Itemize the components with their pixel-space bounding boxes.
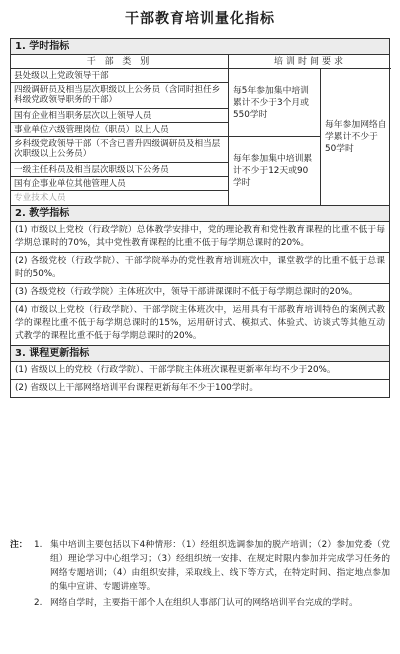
time-requirement-yearly: 每年参加集中培训累计不少于12天或90学时 <box>229 137 321 205</box>
category-cell: 国有企事业单位其他管理人员 <box>11 177 229 191</box>
section-course-update <box>11 346 389 397</box>
note-text: 集中培训主要包括以下4种情形：（1）经组织选调参加的脱产培训；（2）参加党委（党组）理论学习中心组学习；（3）经组织统一安排、在规定时限内参加并完成学习任务的网络专题培训；（4）由组织安排，采取线上、线下等方式，在特定时间、指定地点参加的集中宣讲、专题讲座等。 <box>50 540 390 592</box>
indicator-table <box>10 38 390 398</box>
section-title: 3. 课程更新指标 <box>11 346 389 362</box>
time-requirement-5year: 每5年参加集中培训累计不少于3个月或550学时 <box>229 69 321 137</box>
category-cell: 事业单位六级管理岗位（职员）以上人员 <box>11 123 229 137</box>
section-title: 1. 学时指标 <box>11 39 389 55</box>
category-cell: 县处级以上党政领导干部 <box>11 69 229 83</box>
teaching-item: (4) 市级以上党校（行政学院）、干部学院主体班次中，运用具有干部教育培训特色的案例式教学的课程比重不低于每学期总课时的15%，运用研讨式、模拟式、体验式、访谈式等其他互动式教学的课程比重不低于每学期总课时的20%。 <box>15 305 385 341</box>
header-category: 干 部 类 别 <box>11 55 229 69</box>
teaching-item: (3) 各级党校（行政学院）主体班次中，领导干部讲课课时不低于每学期总课时的20%。 <box>11 284 389 302</box>
category-cell: 乡科级党政领导干部（不含已晋升四级调研员及相当层次职级以上公务员） <box>11 137 229 163</box>
category-cell: 专业技术人员 <box>11 191 229 205</box>
category-cell: 四级调研员及相当层次职级以上公务员（含同时担任乡科级党政领导职务的干部） <box>11 83 229 109</box>
course-update-item: (1) 省级以上的党校（行政学院）、干部学院主体班次课程更新率年均不少于20%。 <box>11 362 389 380</box>
hours-grid <box>11 55 389 205</box>
self-study-requirement: 每年参加网络自学累计不少于50学时 <box>325 120 387 154</box>
section-teaching <box>11 206 389 346</box>
section-hours <box>11 39 389 206</box>
category-cell: 一级主任科员及相当层次职级以下公务员 <box>11 163 229 177</box>
note-number: 1. <box>34 540 43 550</box>
note-number: 2. <box>34 598 43 608</box>
note-text: 网络自学时，主要指干部个人在组织人事部门认可的网络培训平台完成的学时。 <box>50 598 358 608</box>
header-time: 培训时间要求 <box>229 55 391 69</box>
category-cell: 国有企业相当职务层次以上领导人员 <box>11 109 229 123</box>
course-update-item: (2) 省级以上干部网络培训平台课程更新每年不少于100学时。 <box>15 383 259 393</box>
notes-label: 注： <box>10 540 28 550</box>
note-item <box>10 596 390 610</box>
page-title: 干部教育培训量化指标 <box>125 11 275 27</box>
section-title: 2. 教学指标 <box>11 206 389 222</box>
note-item <box>10 538 390 594</box>
teaching-item: (1) 市级以上党校（行政学院）总体教学安排中，党的理论教育和党性教育课程的比重不低于每学期总课时的70%，其中党性教育课程的比重不低于每学期总课时的20%。 <box>11 222 389 253</box>
notes <box>10 538 390 610</box>
teaching-item: (2) 各级党校（行政学院）、干部学院举办的党性教育培训班次中，课堂教学的比重不低于总课时的50%。 <box>11 253 389 284</box>
